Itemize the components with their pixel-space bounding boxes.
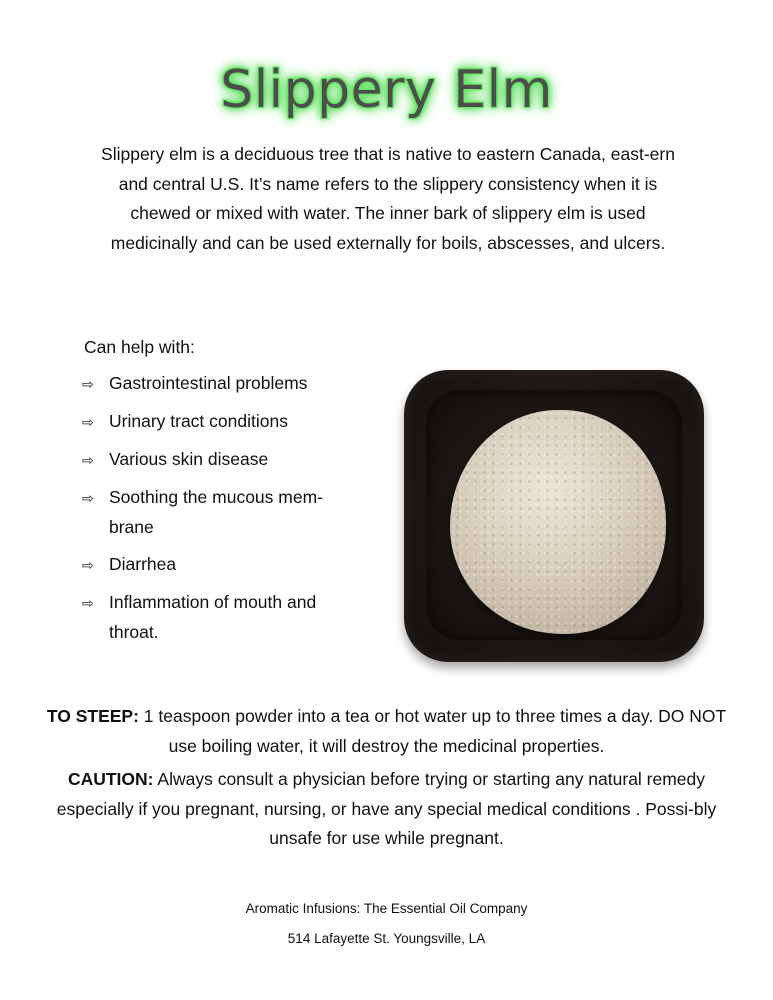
powder-mound (450, 410, 666, 634)
help-list (80, 369, 350, 655)
list-item (80, 483, 350, 542)
footer-address: 514 Lafayette St. Youngsville, LA (287, 931, 486, 946)
intro-paragraph: Slippery elm is a deciduous tree that is native to eastern Canada, east-ern and central U.S. It’s name refers to the slippery consistency when it is chewed or mixed with water. The inner bark of slippery elm is used medicinally and can be used externally for boils, abscesses, and ulcers. (101, 144, 675, 253)
arrow-bullet-icon: ⇨ (82, 595, 94, 611)
steep-label: TO STEEP: (46, 706, 139, 726)
list-item (80, 369, 350, 399)
arrow-bullet-icon: ⇨ (82, 414, 94, 430)
arrow-bullet-icon: ⇨ (82, 452, 94, 468)
steep-instructions (40, 702, 733, 761)
page-title: Slippery Elm (220, 60, 553, 120)
list-item (80, 407, 350, 437)
list-item-text: Soothing the mucous mem-brane (109, 487, 323, 537)
arrow-bullet-icon: ⇨ (82, 490, 94, 506)
list-item-text: Inflammation of mouth and throat. (109, 592, 317, 642)
caution-notice (40, 765, 733, 854)
list-item (80, 445, 350, 475)
list-item (80, 550, 350, 580)
caution-label: CAUTION: (67, 769, 154, 789)
list-item-text: Diarrhea (109, 554, 177, 574)
arrow-bullet-icon: ⇨ (82, 376, 94, 392)
powder-bowl-image (400, 368, 710, 670)
bowl-outer (404, 370, 704, 662)
arrow-bullet-icon: ⇨ (82, 557, 94, 573)
list-item (80, 588, 350, 647)
footer-company: Aromatic Infusions: The Essential Oil Company (245, 901, 528, 916)
list-item-text: Urinary tract conditions (109, 411, 288, 431)
caution-text: Always consult a physician before trying or starting any natural remedy especially if you pregnant, nursing, or have any special medical conditions . Possi-bly unsafe for use while pregnant. (56, 769, 717, 848)
help-heading: Can help with: (84, 337, 195, 357)
steep-text: 1 teaspoon powder into a tea or hot water up to three times a day. DO NOT use boiling water, it will destroy the medicinal properties. (138, 706, 727, 756)
list-item-text: Various skin disease (109, 449, 269, 469)
list-item-text: Gastrointestinal problems (109, 373, 308, 393)
